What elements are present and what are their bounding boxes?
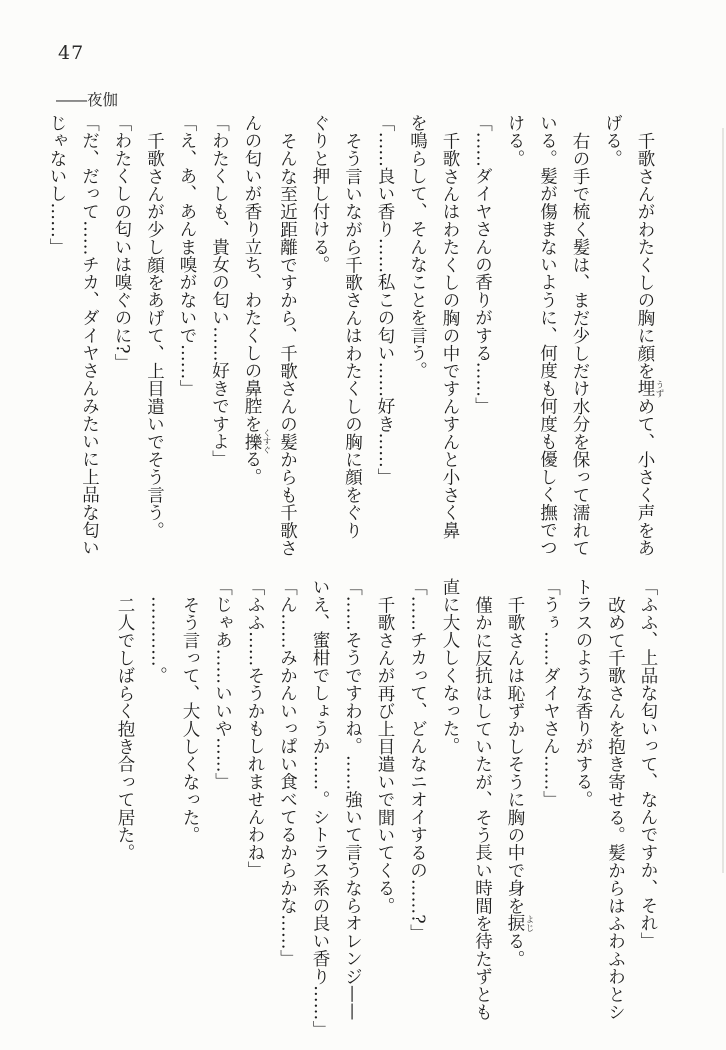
text-line: いる。髪が傷まないように、何度も何度も優しく撫でつ	[537, 114, 558, 557]
scan-edge-artifact	[722, 128, 724, 873]
text-line: そう言いながら千歌さんはわたくしの胸に顔をぐり	[342, 131, 363, 539]
text-line: いえ、蜜柑でしょうか……。シトラス系の良い香り……」	[310, 578, 330, 1039]
text-line: 「……チカって、どんなニオイするの……?」	[407, 578, 428, 942]
text-line: 「え、あ、あんま嗅がないで……」	[177, 114, 197, 398]
text-line: げる。	[602, 114, 623, 168]
text-line: 千歌さんはわたくしの胸の中ですんすんと小さく鼻	[440, 131, 460, 539]
page-number: 47	[58, 42, 85, 64]
text-line: 「だ、だって……チカ、ダイヤさんみたいに上品な匂い	[79, 114, 100, 557]
text-line: んの匂いが香り立ち、わたくしの鼻腔を擽 くすぐる。	[242, 114, 271, 486]
text-line: 二人でしばらく抱き合って居た。	[115, 595, 135, 861]
text-line: そんな至近距離ですから、千歌さんの髪からも千歌さ	[277, 131, 298, 557]
text-line: 千歌さんが少し顔をあげて、上目遣いでそう言う。	[144, 131, 165, 539]
text-line: 千歌さんが再び上目遣いで聞いてくる。	[375, 595, 395, 915]
text-line: じゃないし……」	[47, 114, 67, 256]
text-line: 右の手で梳く髪は、まだ少しだけ水分を保って濡れて	[570, 131, 590, 557]
vertical-text-block-bottom	[109, 578, 665, 1039]
text-line: 僅かに反抗はしていたが、そう長い時間を待たずとも	[472, 595, 493, 1021]
text-line: 「ふふ、上品な匂いって、なんですか、それ」	[638, 578, 658, 950]
text-line: 「じゃあ……いいや……」	[212, 578, 233, 791]
text-line: 「わたくしの匂いは嗅ぐのに?」	[112, 114, 132, 372]
text-line: 改めて千歌さんを抱き寄せる。髪からはふわふわとシ	[605, 595, 626, 1021]
vertical-text-block-top	[41, 114, 665, 566]
text-line: 「うぅ……ダイヤさん……」	[540, 578, 561, 809]
ruby-annotated-kanji: 擽 くすぐ	[242, 428, 271, 455]
text-line: ぐりと押し付ける。	[310, 114, 330, 274]
text-line: 直に大人しくなった。	[440, 578, 460, 755]
running-header: ――夜伽	[56, 91, 119, 109]
text-line: そう言って、大人しくなった。	[180, 595, 200, 844]
ruby-annotated-kanji: 捩 よじ	[505, 914, 534, 932]
text-line: …………。	[147, 595, 168, 684]
text-line: 「わたくしも、貴女の匂い……好きですよ」	[209, 114, 230, 468]
text-line: 千歌さんがわたくしの胸に顔を埋 うずめて、小さく声をあ	[635, 131, 664, 557]
text-line: 「ん……みかんいっぱい食べてるからかな……」	[277, 578, 298, 968]
text-line: 「……そうですわね。……強いて言うならオレンジ——	[342, 578, 363, 1021]
text-line: 「……良い香り……私この匂い……好き……」	[375, 114, 395, 486]
text-line: 「……ダイヤさんの香りがする……」	[472, 114, 493, 415]
text-line: 千歌さんは恥ずかしそうに胸の中で身を捩 よじる。	[505, 595, 534, 968]
text-line: 「ふふ……そうかもしれませんわね」	[245, 578, 265, 879]
text-line: ける。	[505, 114, 525, 168]
ruby-annotated-kanji: 埋 うず	[635, 379, 664, 398]
text-line: を鳴らして、そんなことを言う。	[407, 114, 428, 380]
text-line: トラスのような香りがする。	[573, 578, 593, 809]
